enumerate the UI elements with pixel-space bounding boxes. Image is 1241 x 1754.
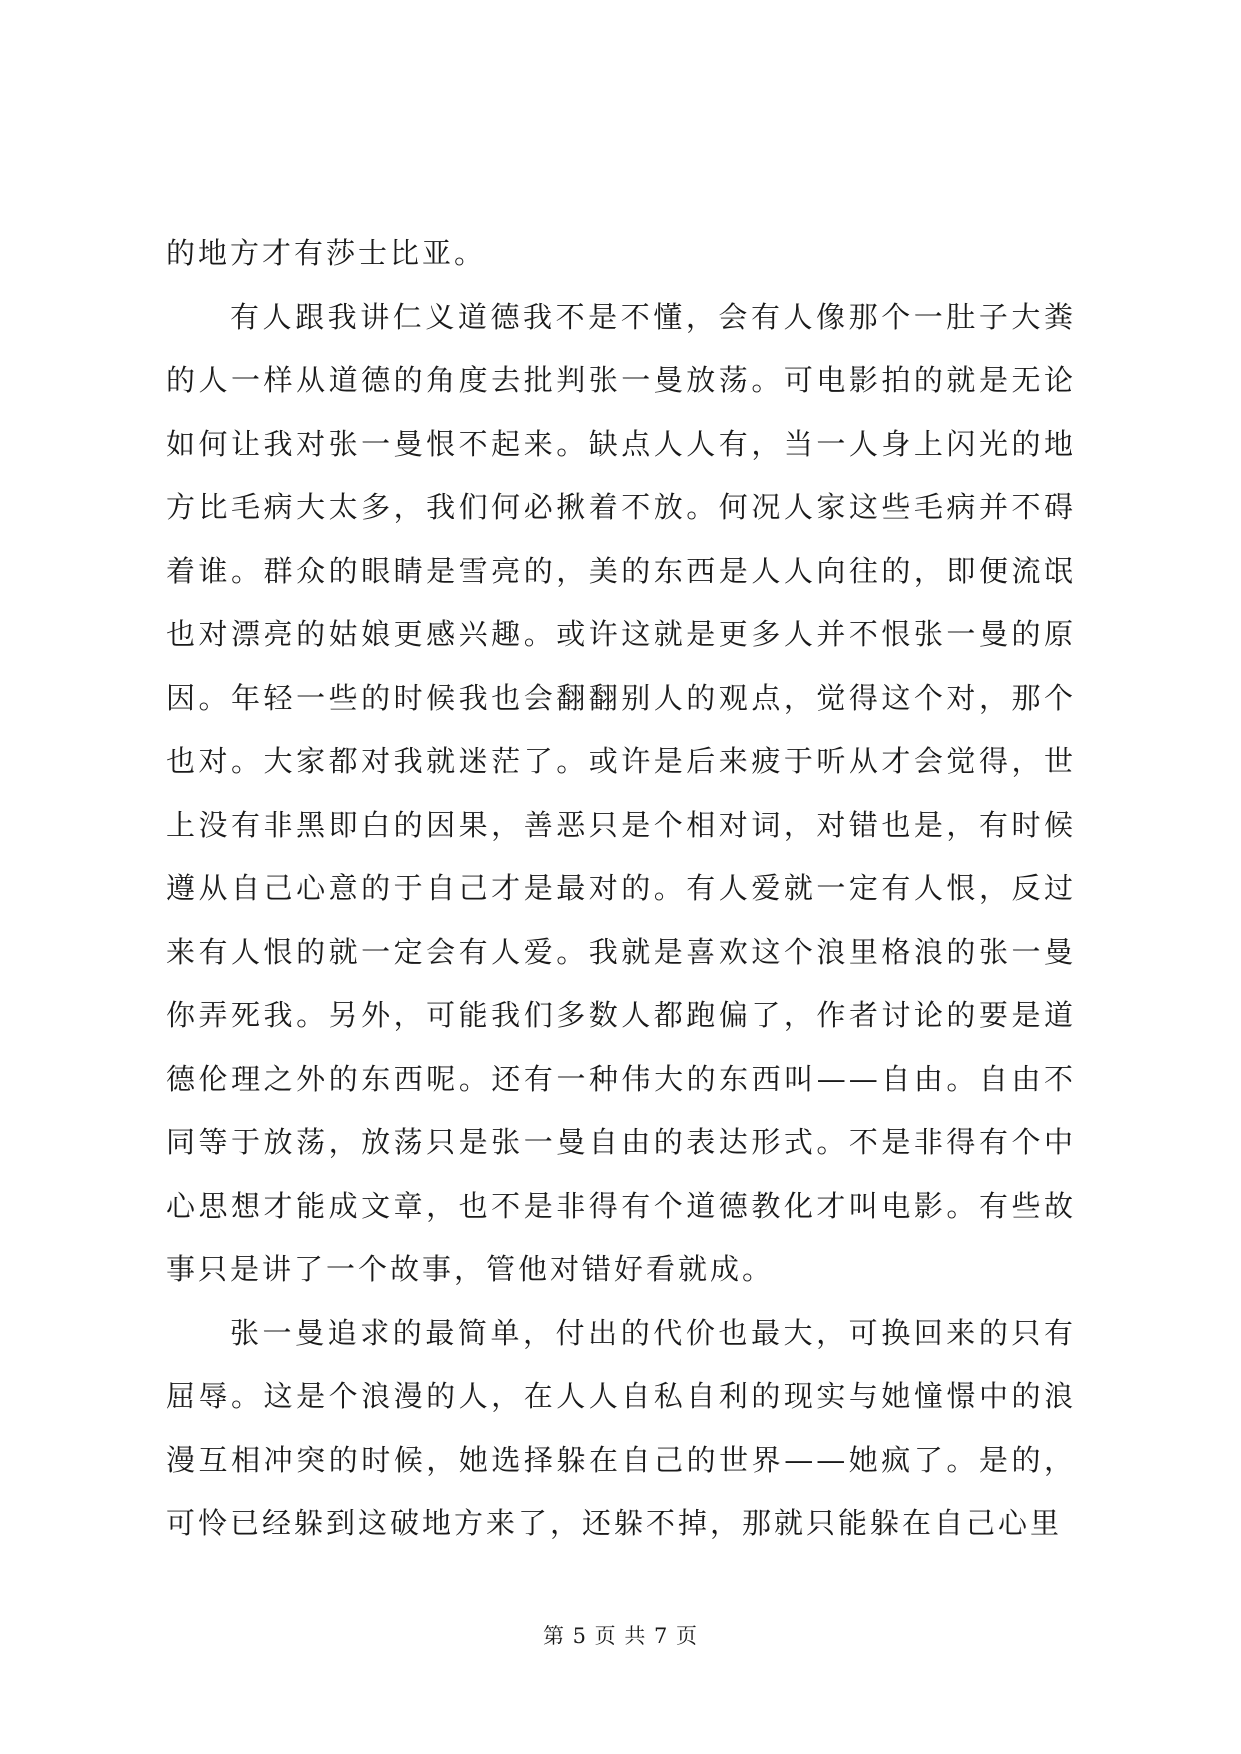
paragraph: 张一曼追求的最简单，付出的代价也最大，可换回来的只有屈辱。这是个浪漫的人，在人人自私自利的现实与她憧憬中的浪漫互相冲突的时候，她选择躲在自己的世界——她疯了。是的，可怜已经躲到这破地方来了，还躲不掉，那就只能躲在自己心里 [166,1315,1076,1540]
paragraph: 有人跟我讲仁义道德我不是不懂，会有人像那个一肚子大粪的人一样从道德的角度去批判张一曼放荡。可电影拍的就是无论如何让我对张一曼恨不起来。缺点人人有，当一人身上闪光的地方比毛病大太多，我们何必揪着不放。何况人家这些毛病并不碍着谁。群众的眼睛是雪亮的，美的东西是人人向往的，即便流氓也对漂亮的姑娘更感兴趣。或许这就是更多人并不恨张一曼的原因。年轻一些的时候我也会翻翻别人的观点，觉得这个对，那个也对。大家都对我就迷茫了。或许是后来疲于听从才会觉得，世上没有非黑即白的因果，善恶只是个相对词，对错也是，有时候遵从自己心意的于自己才是最对的。有人爱就一定有人恨，反过来有人恨的就一定会有人爱。我就是喜欢这个浪里格浪的张一曼你弄死我。另外，可能我们多数人都跑偏了，作者讨论的要是道德伦理之外的东西呢。还有一种伟大的东西叫——自由。自由不同等于放荡，放荡只是张一曼自由的表达形式。不是非得有个中心思想才能成文章，也不是非得有个道德教化才叫电影。有些故事只是讲了一个故事，管他对错好看就成。 [166,299,1076,1286]
body-text [166,222,1076,1556]
paragraph-continuation: 的地方才有莎士比亚。 [166,236,487,270]
page-number-footer: 第 5 页 共 7 页 [542,1624,699,1648]
